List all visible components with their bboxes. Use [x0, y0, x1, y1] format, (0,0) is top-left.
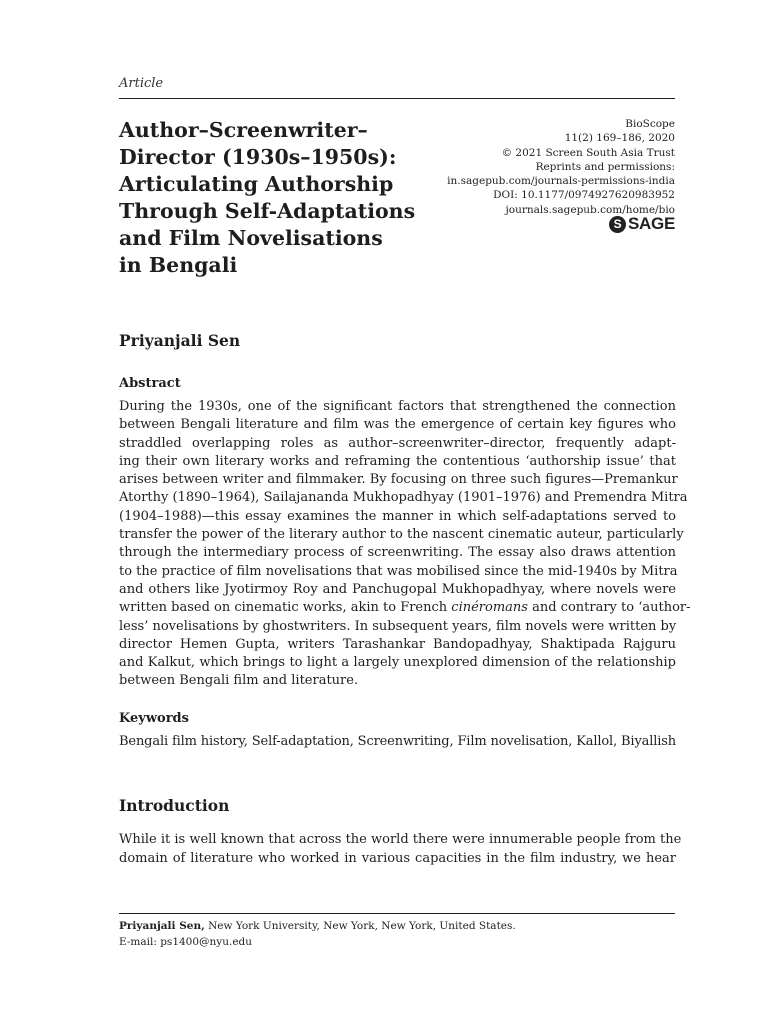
- sage-s-icon: S: [609, 216, 626, 233]
- abstract-line: and others like Jyotirmoy Roy and Panchugopal Mukhopadhyay, where novels were: [119, 581, 676, 597]
- abstract-text: and contrary to ‘author-: [527, 600, 691, 616]
- permissions-url[interactable]: in.sagepub.com/journals-permissions-india: [447, 175, 675, 188]
- abstract-line: transfer the power of the literary author to the nascent cinematic auteur, particularly: [119, 527, 684, 543]
- journal-metadata: [447, 117, 675, 217]
- abstract-line: straddled overlapping roles as author–screenwriter–director, frequently adapt-: [119, 435, 676, 451]
- abstract-line: arises between writer and filmmaker. By focusing on three such figures—Premankur: [119, 472, 678, 488]
- abstract-line: director Hemen Gupta, writers Tarashankar Bandopadhyay, Shaktipada Rajguru: [119, 636, 676, 652]
- abstract-line: and Kalkut, which brings to light a largely unexplored dimension of the relationship: [119, 655, 676, 671]
- title-line: and Film Novelisations: [119, 226, 383, 250]
- doi[interactable]: DOI: 10.1177/0974927620983952: [493, 189, 675, 202]
- footnote-author-name: Priyanjali Sen,: [119, 920, 205, 932]
- abstract-line: through the intermediary process of screenwriting. The essay also draws attention: [119, 545, 676, 561]
- title-line: Articulating Authorship: [119, 172, 394, 196]
- abstract-line: between Bengali film and literature.: [119, 673, 359, 689]
- introduction-heading: Introduction: [119, 796, 230, 815]
- intro-line: While it is well known that across the world there were innumerable people from the: [119, 832, 682, 847]
- abstract-heading: Abstract: [119, 376, 181, 391]
- journal-name: BioScope: [625, 118, 675, 130]
- author-email[interactable]: E-mail: ps1400@nyu.edu: [119, 936, 253, 948]
- author-name: Priyanjali Sen: [119, 331, 241, 350]
- abstract-line: less’ novelisations by ghostwriters. In subsequent years, film novels were written by: [119, 618, 677, 634]
- abstract-line: During the 1930s, one of the significant factors that strengthened the connection: [119, 399, 676, 414]
- abstract-text: written based on cinematic works, akin to French: [119, 600, 452, 616]
- title-line: Author–Screenwriter–: [119, 118, 368, 142]
- abstract-line: (1904–1988)—this essay examines the manner in which self-adaptations served to: [119, 508, 676, 524]
- introduction-body: [119, 830, 682, 868]
- title-line: Director (1930s–1950s):: [119, 145, 397, 169]
- abstract-line: ing their own literary works and reframing the contentious ‘authorship issue’ that: [119, 453, 676, 469]
- title-line: in Bengali: [119, 253, 238, 277]
- abstract-line: Atorthy (1890–1964), Sailajananda Mukhopadhyay (1901–1976) and Premendra Mitra: [119, 490, 688, 506]
- abstract-line: between Bengali literature and film was the emergence of certain key figures who: [119, 417, 676, 433]
- copyright: © 2021 Screen South Asia Trust: [501, 146, 675, 159]
- cineromans-term: cinéromans: [451, 600, 528, 616]
- keywords-heading: Keywords: [119, 711, 189, 726]
- affiliation-line: [119, 918, 516, 934]
- sage-logo: [609, 214, 675, 234]
- reprints-label: Reprints and permissions:: [535, 160, 675, 173]
- author-footnote: [119, 918, 516, 950]
- header-divider: [119, 98, 675, 99]
- footnote-divider: [119, 913, 675, 914]
- abstract-body: [119, 398, 691, 691]
- article-title: [119, 117, 419, 279]
- journal-url[interactable]: journals.sagepub.com/home/bio: [505, 203, 675, 216]
- article-section-label: Article: [119, 76, 164, 91]
- journal-issue: 11(2) 169–186, 2020: [564, 132, 675, 145]
- sage-logo-text: SAGE: [628, 214, 675, 233]
- intro-line: domain of literature who worked in various capacities in the film industry, we hear: [119, 851, 676, 866]
- keywords-list: Bengali film history, Self-adaptation, Screenwriting, Film novelisation, Kallol, Biyallish: [119, 734, 677, 749]
- title-line: Through Self-Adaptations: [119, 199, 416, 223]
- footnote-affiliation: New York University, New York, New York, United States.: [204, 920, 516, 932]
- abstract-line: [119, 599, 691, 617]
- abstract-line: to the practice of film novelisations that was mobilised since the mid-1940s by Mitra: [119, 563, 678, 579]
